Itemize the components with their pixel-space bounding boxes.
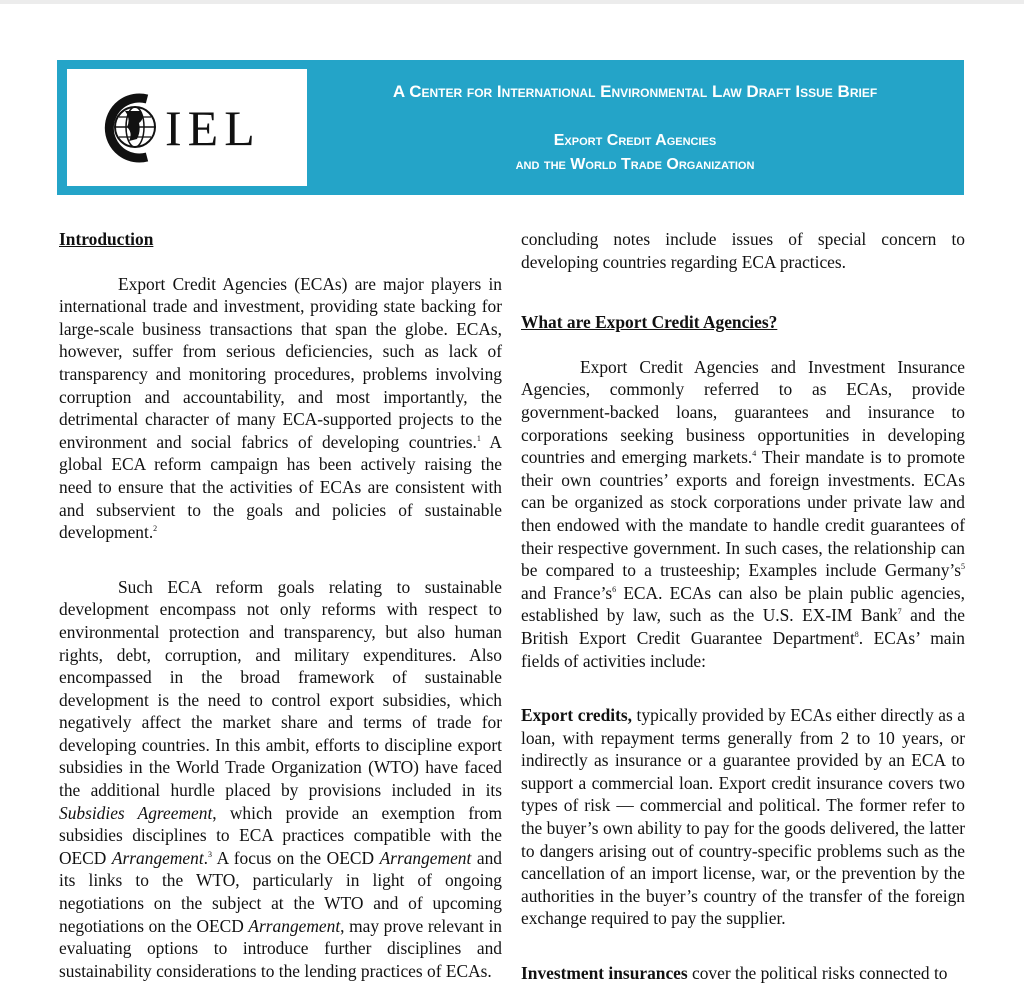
- section-heading-what-are-ecas: What are Export Credit Agencies?: [521, 312, 778, 333]
- footnote-ref: 8: [854, 630, 859, 640]
- footnote-ref: 4: [752, 449, 757, 459]
- left-column: [59, 228, 502, 982]
- footnote-ref: 5: [961, 562, 965, 572]
- ciel-logo: [67, 69, 307, 186]
- intro-paragraph-1: Export Credit Agencies (ECAs) are major players in international trade and investment, providing state backing for large-scale business transactions that span the globe. ECAs, however, suffer from serious deficiencies, such as lack of transparency and monitoring procedures, problems involving corruption and accountability, and most importantly, the detrimental character of many ECA-supported projects to the environment and social fabrics of developing countries.$^1$ A global ECA reform campaign has been actively raising the need to ensure that the activities of ECAs are consistent with and subservient to the goals and policies of sustainable development.$^2$: [59, 273, 502, 543]
- intro-paragraph-2: Such ECA reform goals relating to sustainable development encompass not only reforms with respect to environmental protection and transparency, but also human rights, debt, corruption, and military expenditures. Also encompassed in the broad framework of sustainable development is the need to control export subsidies, which negatively affect the market share and terms of trade for developing countries. In this ambit, efforts to discipline export subsidies in the World Trade Organization (WTO) have faced the additional hurdle placed by provisions included in its Subsidies Agreement, which provide an exemption from subsidies disciplines to ECA practices compatible with the OECD Arrangement.$^3$ A focus on the OECD Arrangement and its links to the WTO, particularly in light of ongoing negotiations on the subject at the WTO and of upcoming negotiations on the OECD Arrangement, may prove relevant in evaluating options to introduce further disciplines and sustainability considerations to the lending practices of ECAs.: [59, 576, 502, 981]
- footnote-ref: 6: [612, 584, 617, 594]
- investment-insurances-paragraph: Investment insurances cover the political risks connected to: [521, 963, 948, 984]
- logo-lettering: IEL: [165, 100, 261, 156]
- footnote-ref: 3: [208, 850, 213, 860]
- brief-title-line-2: and the World Trade Organization: [515, 156, 755, 173]
- continued-paragraph: concluding notes include issues of special concern to developing countries regarding ECA practices.: [521, 229, 965, 272]
- right-column: [521, 228, 965, 985]
- footnote-ref: 1: [476, 433, 481, 443]
- ecas-paragraph-1: Export Credit Agencies and Investment Insurance Agencies, commonly referred to as ECAs, provide government-backed loans, guarantees and insurance to corporations seeking business opportunities in developing countries and emerging markets.$^4$ Their mandate is to promote their own countries’ exports and foreign investments. ECAs can be organized as stock corporations under private law and then endowed with the mandate to handle credit guarantees of their respective government. In such cases, the relationship can be compared to a trusteeship; Examples include $Germany’s^5$ and $France’s^6$ ECA. ECAs can also be plain public agencies, established by law, such as the U.S. EX-IM Bank$^7$ and the British Export Credit Guarantee Department$^8$. ECAs’ main fields of activities include:: [521, 356, 966, 671]
- brief-series-title: A Center for International Environmental Law Draft Issue Brief: [392, 82, 878, 101]
- export-credits-paragraph: Export credits, typically provided by ECAs either directly as a loan, with repayment terms generally from 2 to 10 years, or indirectly as insurance or a guarantee provided by an ECA to support a commercial loan. Export credit insurance covers two types of risk — commercial and political. The former refer to the buyer’s own ability to pay for the goods delivered, the latter to dangers arising out of country-specific problems such as the cancellation of an import license, war, or the prevention by the authorities in the buyer’s country of the transfer of the foreign exchange required to pay the supplier.: [521, 705, 966, 929]
- header-banner: [57, 60, 964, 195]
- page-top-edge: [0, 0, 1024, 4]
- term-export-credits: Export credits,: [521, 705, 632, 726]
- footnote-ref: 7: [897, 607, 902, 617]
- section-heading-introduction: Introduction: [59, 229, 154, 249]
- term-investment-insurances: Investment insurances: [521, 963, 688, 984]
- brief-title-line-1: Export Credit Agencies: [553, 132, 717, 149]
- footnote-ref: 2: [153, 524, 158, 534]
